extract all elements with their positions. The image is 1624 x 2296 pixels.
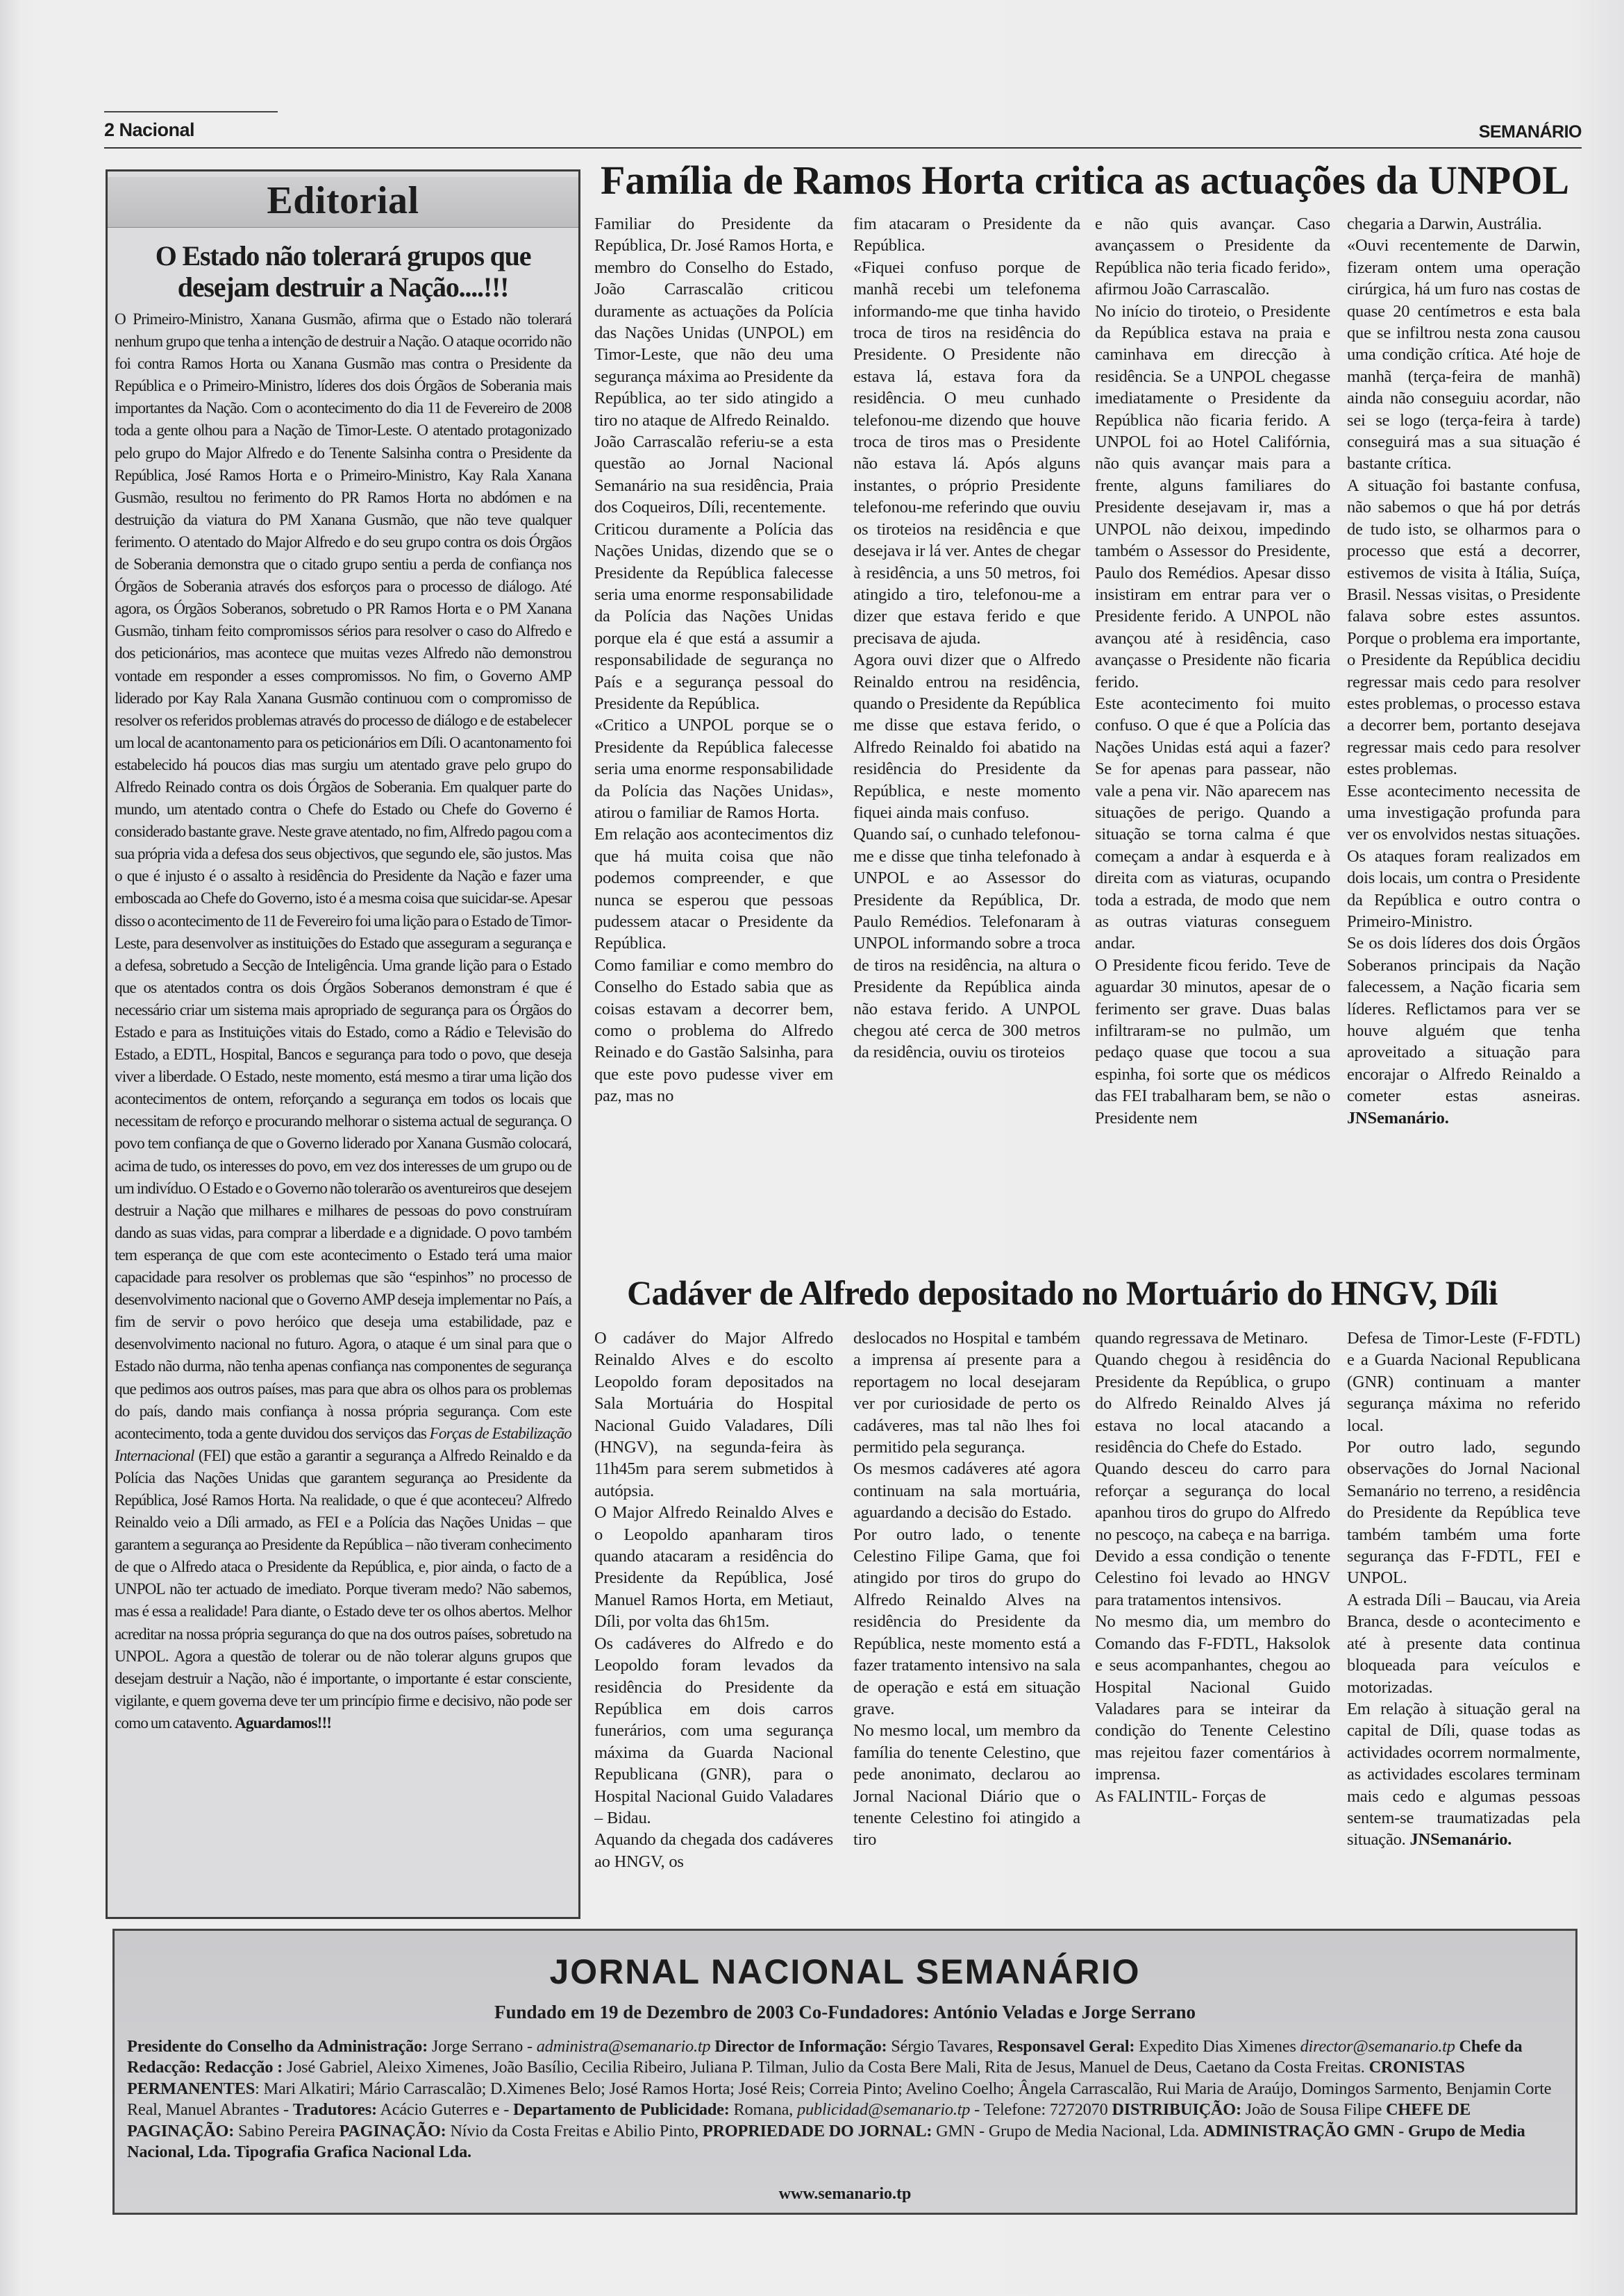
article-paragraph: «Critico a UNPOL porque se o Presidente da República falecesse seria uma enorme responsabilidade da Polícia das Nações Unidas», atirou o familiar de Ramos Horta. xyxy=(594,716,833,822)
credit-label: Redacção : xyxy=(201,2058,283,2077)
email-link[interactable]: director@semanario.tp xyxy=(1300,2037,1455,2056)
article2-column-4 xyxy=(1347,1327,1580,1925)
article-paragraph: Se os dois líderes dos dois Órgãos Soberanos principais da Nação falecessem, a Nação ficaria sem líderes. Reflictamos para ver se houve alguém que tenha aproveitado a situação para encorajar o Alfredo Reinaldo a cometer estas asneiras. JNSemanário. xyxy=(1347,934,1580,1128)
credit-label: CHEFE DE PAGINAÇÃO: xyxy=(127,2100,1471,2140)
credit-value: João de Sousa Filipe xyxy=(1241,2100,1387,2120)
credit-label: Tradutores: xyxy=(292,2100,377,2120)
editorial-signoff: Aguardamos!!! xyxy=(235,1713,332,1732)
article2-column-1 xyxy=(594,1327,833,1925)
article-paragraph: A estrada Díli – Baucau, via Areia Branca, desde o acontecimento e até à presente data continua bloqueada para veículos e motorizadas. xyxy=(1347,1590,1580,1697)
credit-value: : Mari Alkatiri; Mário Carrascalão; D.Ximenes Belo; José Ramos Horta; José Reis; Correia Pinto; Avelino Coelho; Ângela Carrascalão, Rui Maria de Araújo, Domingos Sarmento, Benjamin Corte Real, Manuel Abrantes - xyxy=(127,2079,1552,2120)
publication-name: SEMANÁRIO xyxy=(1478,122,1582,142)
article-paragraph: Como familiar e como membro do Conselho do Estado sabia que as coisas estavam a decorrer bem, como o problema do Alfredo Reinado e do Gastão Salsinha, para que este povo pudesse viver em paz, mas no xyxy=(594,955,833,1106)
credit-label: Director de Informação: xyxy=(710,2037,887,2056)
article2-column-3 xyxy=(1095,1327,1330,1925)
article-signoff: JNSemanário. xyxy=(1347,1108,1449,1128)
article1-headline: Família de Ramos Horta critica as actuações da UNPOL xyxy=(601,158,1570,203)
article-paragraph: No mesmo local, um membro da família do tenente Celestino, que pede anonimato, declarou ao Jornal Nacional Diário que o tenente Celestino foi atingido a tiro xyxy=(853,1721,1080,1850)
article1-column-2 xyxy=(853,213,1080,1268)
article2-column-2 xyxy=(853,1327,1080,1925)
section-label: 2 Nacional xyxy=(104,119,195,140)
credit-value: Jorge Serrano - xyxy=(427,2037,537,2056)
article-paragraph: O cadáver do Major Alfredo Reinaldo Alves e do escolto Leopoldo foram depositados na Sala Mortuária do Hospital Nacional Guido Valadares, Díli (HNGV), na segunda-feira às 11h45m para serem submetidos à autópsia. xyxy=(594,1329,833,1500)
website-link[interactable]: www.semanario.tp xyxy=(778,2185,912,2203)
article-paragraph: O Presidente ficou ferido. Teve de aguardar 30 minutos, apesar de o ferimento ser grave. Duas balas infiltraram-se no pulmão, um pedaço quase que tocou a sua espinha, foi sorte que os médicos das FEI trabalharam bem, se não o Presidente nem xyxy=(1095,955,1330,1128)
article-paragraph: Agora ouvi dizer que o Alfredo Reinaldo entrou na residência, quando o Presidente da República me disse que estava ferido, o Alfredo Reinaldo foi abatido na residência do Presidente da República, e neste momento fiquei ainda mais confuso. xyxy=(853,651,1080,822)
credit-label: PROPRIEDADE DO JORNAL: xyxy=(702,2121,932,2140)
article-paragraph: A situação foi bastante confusa, não sabemos o que há por detrás de tudo isto, se olharmos para o processo que está a decorrer, estivemos de visita à Itália, Suíça, Brasil. Nessas visitas, o Presidente falava sobre estes assuntos. Porque o problema era importante, o Presidente da República decidiu regressar mais cedo para resolver estes problemas, o processo estava a decorrer bem, portanto desejava regressar mais cedo para resolver estes problemas. xyxy=(1347,476,1580,779)
article-paragraph: Criticou duramente a Polícia das Nações Unidas, dizendo que se o Presidente da República falecesse seria uma enorme responsabilidade da Polícia das Nações Unidas porque ela é que está a assumir a responsabilidade de segurança no País e a segurança pessoal do Presidente da República. xyxy=(594,519,833,713)
credit-value: Acácio Guterres e - xyxy=(376,2100,514,2120)
credit-label: PAGINAÇÃO: xyxy=(339,2121,446,2140)
editorial-subtitle: O Estado não tolerará grupos que desejam destruir a Nação....!!! xyxy=(155,240,531,303)
credit-value: José Gabriel, Aleixo Ximenes, João Basílio, Cecilia Ribeiro, Juliana P. Tilman, Julio da Costa Bere Mali, Rita de Jesus, Manuel de Deus, Caetano da Costa Freitas. xyxy=(283,2058,1369,2077)
article-paragraph: Por outro lado, o tenente Celestino Filipe Gama, que foi atingido por tiros do grupo do Alfredo Reinaldo Alves na residência do Presidente da República, neste momento está a fazer tratamento intensivo na sala de operação e está em situação grave. xyxy=(853,1525,1080,1718)
credit-value: Sabino Pereira xyxy=(234,2121,340,2140)
email-link[interactable]: administra@semanario.tp xyxy=(536,2037,711,2056)
credit-value: Romana, xyxy=(729,2100,798,2120)
masthead-box xyxy=(112,1929,1577,2215)
credit-label: Presidente do Conselho da Administração: xyxy=(127,2037,428,2056)
article-paragraph: Por outro lado, segundo observações do Jornal Nacional Semanário no terreno, a residência do Presidente da República teve também também uma forte segurança das F-FDTL, FEI e UNPOL. xyxy=(1347,1438,1580,1588)
article2-headline: Cadáver de Alfredo depositado no Mortuário do HNGV, Díli xyxy=(627,1273,1498,1312)
article-paragraph: Este acontecimento foi muito confuso. O que é que a Polícia das Nações Unidas está aqui a fazer? Se for apenas para passear, não vale a pena vir. Não aparecem nas situações de perigo. Quando a situação se torna calma é que começam a andar à esquerda e à direita com as viaturas, ocupando toda a estrada, de modo que nem as outras viaturas conseguem andar. xyxy=(1095,694,1330,953)
article-paragraph: Defesa de Timor-Leste (F-FDTL) e a Guarda Nacional Republicana (GNR) continuam a manter segurança máxima no referido local. xyxy=(1347,1329,1580,1435)
credit-value: Nívio da Costa Freitas e Abilio Pinto, xyxy=(446,2121,703,2140)
article-paragraph: Os cadáveres do Alfredo e do Leopoldo foram levados da residência do Presidente da República em dois carros funerários, com uma segurança máxima da Guarda Nacional Republicana (GNR), para o Hospital Nacional Guido Valadares – Bidau. xyxy=(594,1634,833,1827)
article-paragraph: As FALINTIL- Forças de xyxy=(1095,1786,1266,1806)
editorial-text-cont: (FEI) que estão a garantir a segurança a Alfredo Reinaldo e da Polícia das Nações Unidas que garantem segurança ao Presidente da República, José Ramos Horta. Na realidade, o que é que aconteceu? Alfredo Reinaldo veio a Díli armado, as FEI e a Polícia das Nações Unidas – que garantem a segurança ao Presidente da República – não tiveram conhecimento de que o Alfredo ataca o Presidente da República, e, pior ainda, o facto de a UNPOL não ter actuado de imediato. Porque tiveram medo? Não sabemos, mas é essa a realidade! Para diante, o Estado deve ter os olhos abertos. Melhor acreditar na nossa própria segurança do que na dos outros países, sobretudo na UNPOL. Agora a questão de tolerar ou de não tolerar alguns grupos que desejam destruir a Nação, não é importante, o importante é estar consciente, vigilante, e quem governa deve ter um princípio firme e decisivo, não pode ser como um catavento. xyxy=(115,1446,571,1732)
article1-column-3 xyxy=(1095,213,1330,1268)
article-paragraph: Familiar do Presidente da República, Dr. José Ramos Horta, e membro do Conselho do Estado, João Carrascalão criticou duramente as actuações da Polícia das Nações Unidas (UNPOL) em Timor-Leste, que não deu uma segurança máxima ao Presidente da República, ao ter sido atingido a tiro no ataque de Alfredo Reinaldo. xyxy=(594,215,833,430)
article-paragraph: fim atacaram o Presidente da República. xyxy=(853,215,1080,255)
credit-label: DISTRIBUIÇÃO: xyxy=(1112,2100,1241,2120)
masthead-title: JORNAL NACIONAL SEMANÁRIO xyxy=(549,1952,1141,1991)
article-paragraph: Em relação à situação geral na capital de Díli, quase todas as actividades ocorrem normalmente, as actividades escolares terminam mais cedo e algumas pessoas sentem-se traumatizadas pela situação. JNSemanário. xyxy=(1347,1699,1580,1850)
article-paragraph: e não quis avançar. Caso avançassem o Presidente da República não teria ficado ferido», afirmou João Carrascalão. xyxy=(1095,215,1330,299)
email-link[interactable]: publicidad@semanario.tp xyxy=(797,2100,971,2120)
article-paragraph: deslocados no Hospital e também a imprensa aí presente para a reportagem no local desejaram ver por curiosidade de perto os cadáveres, mas tal não lhes foi permitido pela segurança. xyxy=(853,1329,1080,1457)
credit-label: Responsavel Geral: xyxy=(997,2037,1135,2056)
article-paragraph: Esse acontecimento necessita de uma investigação profunda para ver os envolvidos nestas situações. Os ataques foram realizados em dois locais, um contra o Presidente da República e outro contra o Primeiro-Ministro. xyxy=(1347,781,1580,931)
credit-value: Expedito Dias Ximenes xyxy=(1135,2037,1300,2056)
masthead-founded: Fundado em 19 de Dezembro de 2003 Co-Fundadores: António Veladas e Jorge Serrano xyxy=(494,2002,1196,2022)
article-signoff: JNSemanário. xyxy=(1409,1830,1512,1850)
article-paragraph: No início do tiroteio, o Presidente da República estava na praia e caminhava em direcção à residência. Se a UNPOL chegasse imediatamente o Presidente da República não ficaria ferido. A UNPOL foi ao Hotel Califórnia, não quis avançar mais para a frente, alguns familiares do Presidente desejavam ir, mas a UNPOL não deixou, impedindo também o Assessor do Presidente, Paulo dos Remédios. Apesar disso insistiram em entrar para ver o Presidente ferido. A UNPOL não avançou até à residência, caso avançasse o Presidente não ficaria ferido. xyxy=(1095,301,1330,692)
editorial-emphasis: Forças de Estabilização Internacional xyxy=(115,1424,571,1465)
editorial-title: Editorial xyxy=(108,177,578,228)
article-paragraph: João Carrascalão referiu-se a esta questão ao Jornal Nacional Semanário na sua residência, Praia dos Coqueiros, Díli, recentemente. xyxy=(594,433,833,517)
editorial-text: O Primeiro-Ministro, Xanana Gusmão, afirma que o Estado não tolerará nenhum grupo que tenha a intenção de destruir a Nação. O ataque ocorrido não foi contra Ramos Horta ou Xanana Gusmão mas contra o Presidente da República e o Primeiro-Ministro, líderes dos dois Órgãos de Soberania mais importantes da Nação. Com o acontecimento do dia 11 de Fevereiro de 2008 toda a gente olhou para a Nação de Timor-Leste. O atentado protagonizado pelo grupo do Major Alfredo e do Tenente Salsinha contra o Presidente da República, José Ramos Horta e o Primeiro-Ministro, Kay Rala Xanana Gusmão, resultou no ferimento do PR Ramos Horta no abdómen e na destruição da viatura do PM Xanana Gusmão, que não teve qualquer ferimento. O atentado do Major Alfredo e do seu grupo contra os dois Órgãos de Soberania demonstra que o citado grupo sentiu a perda de confiança nos Órgãos de Soberania através dos esforços para o processo de diálogo. Até agora, os Órgãos Soberanos, sobretudo o PR Ramos Horta e o PM Xanana Gusmão, tinham feito compromissos sérios para resolver o caso do Alfredo e dos peticionários, mas acontece que muitas vezes Alfredo não demonstrou vontade em responder a esses compromissos. No fim, o Governo AMP liderado por Kay Rala Xanana Gusmão continuou com o compromisso de resolver os referidos problemas através do processo de diálogo e de estabelecer um local de acantonamento para os peticionários em Díli. O acantonamento foi estabelecido há poucos dias mas surgiu um atentado grave pelo grupo do Alfredo Reinado contra os dois Órgãos de Soberania. Em qualquer parte do mundo, um atentado contra o Chefe do Estado ou Chefe do Governo é considerado bastante grave. Neste grave atentado, no fim, Alfredo pagou com a sua própria vida a defesa dos seus objectivos, que segundo ele, são justos. Mas o que é injusto é o assalto à residência do Presidente da Nação e fazer uma emboscada ao Chefe do Governo, isto é a mesma coisa que suicidar-se. Apesar disso o acontecimento de 11 de Fevereiro foi uma lição para o Estado de Timor-Leste, para desenvolver as instituições do Estado que asseguram a segurança e a defesa, sobretudo a Secção de Inteligência. Uma grande lição para o Estado que os atentados contra os dois Órgãos Soberanos demonstram é que é necessário criar um sistema mais apropriado de segurança para os Órgãos do Estado e para as Instituições vitais do Estado, como a Rádio e Televisão do Estado, a EDTL, Hospital, Bancos e segurança para todo o povo, que deseja viver a liberdade. O Estado, neste momento, está mesmo a tirar uma lição dos acontecimentos de ontem, reforçando a segurança em todos os locais que necessitam de reforço e procurando melhorar o sistema actual de segurança. O povo tem confiança de que o Governo liderado por Xanana Gusmão colocará, acima de tudo, os interesses do povo, em vez dos interesses de um grupo ou de um indivíduo. O Estado e o Governo não tolerarão os aventureiros que desejem destruir a Nação que milhares e milhares de pessoas do povo construíram dando as suas vidas, para comprar a liberdade e a dignidade. O povo também tem esperança de que com este acontecimento o Estado terá uma maior capacidade para resolver os problemas que são “espinhos” no processo de desenvolvimento nacional que o Governo AMP deseja implementar no País, a fim de servir o povo heróico que deseja uma estabilidade, paz e desenvolvimento nacional no futuro. Agora, o ataque é um sinal para que o Estado não durma, não tenha apenas confiança nas componentes de segurança que pedimos aos outros países, mas para que abra os olhos para os problemas do país, dando mais confiança à nossa própria segurança. Com este acontecimento, toda a gente duvidou dos serviços das xyxy=(115,310,571,1443)
article-paragraph: Quando saí, o cunhado telefonou-me e disse que tinha telefonado à UNPOL e ao Assessor do Presidente da República, Dr. Paulo Remédios. Telefonaram à UNPOL informando sobre a troca de tiros na residência, na altura o Presidente da República ainda não estava ferido. A UNPOL chegou até cerca de 300 metros da residência, ouviu os tiroteios xyxy=(853,825,1080,1062)
credit-value: - Telefone: 7272070 xyxy=(970,2100,1112,2120)
editorial-box xyxy=(106,169,580,1919)
article1-column-1 xyxy=(594,213,833,1268)
credit-label: ADMINISTRAÇÃO GMN - Grupo de Media Nacional, Lda. Tipografia Grafica Nacional Lda. xyxy=(127,2121,1525,2162)
article-paragraph: chegaria a Darwin, Austrália. xyxy=(1347,215,1542,233)
article-paragraph: No mesmo dia, um membro do Comando das F-FDTL, Haksolok e seus acompanhantes, chegou ao Hospital Nacional Guido Valadares para se inteirar da condição do Tenente Celestino mas rejeitou fazer comentários à imprensa. xyxy=(1095,1612,1330,1784)
header-rule xyxy=(104,111,278,112)
article-paragraph: Os mesmos cadáveres até agora continuam na sala mortuária, aguardando a decisão do Estado. xyxy=(853,1459,1080,1523)
article-paragraph: Em relação aos acontecimentos diz que há muita coisa que não podemos compreender, e que nunca se esperou que pessoas pudessem atacar o Presidente da República. xyxy=(594,825,833,953)
credit-value: Sérgio Tavares, xyxy=(887,2037,998,2056)
editorial-body xyxy=(108,308,578,1734)
article1-column-4 xyxy=(1347,213,1580,1268)
page-header xyxy=(104,104,1582,149)
credit-label: Departamento de Publicidade: xyxy=(513,2100,730,2120)
article-paragraph: «Ouvi recentemente de Darwin, fizeram ontem uma operação cirúrgica, há um furo nas costas de quase 20 centímetros e esta bala que se infiltrou nesta zona causou uma condição crítica. Até hoje de manhã (terça-feira de manhã) ainda não conseguiu acordar, não sei se logo (terça-feira à tarde) conseguirá mas a sua situação é bastante crítica. xyxy=(1347,236,1580,474)
article-paragraph: quando regressava de Metinaro. xyxy=(1095,1329,1308,1348)
credit-label: CRONISTAS PERMANENTES xyxy=(127,2058,1465,2098)
article-paragraph: Quando chegou à residência do Presidente da República, o grupo do Alfredo Reinaldo Alves já estava no local atacando a residência do Chefe do Estado. xyxy=(1095,1350,1330,1457)
article-paragraph: Aquando da chegada dos cadáveres ao HNGV, os xyxy=(594,1830,833,1871)
credit-label: Chefe da Redacção: xyxy=(127,2037,1523,2077)
masthead-credits xyxy=(127,2036,1562,2163)
article-paragraph: O Major Alfredo Reinaldo Alves e o Leopoldo apanharam tiros quando atacaram a residência do Presidente da República, José Manuel Ramos Horta, em Metiaut, Díli, por volta das 6h15m. xyxy=(594,1503,833,1632)
article-paragraph: «Fiquei confuso porque de manhã recebi um telefonema informando-me que tinha havido troca de tiros na residência do Presidente. O Presidente não estava lá, estava fora da residência. O meu cunhado telefonou-me dizendo que houve troca de tiros mas o Presidente não estava lá. Após alguns instantes, o próprio Presidente telefonou-me referindo que ouviu os tiroteios na residência e que desejava ir lá ver. Antes de chegar à residência, a uns 50 metros, foi atingido a tiro, telefonou-me a dizer que estava ferido e que precisava de ajuda. xyxy=(853,258,1080,648)
credit-value: GMN - Grupo de Media Nacional, Lda. xyxy=(932,2121,1203,2140)
article-paragraph: Quando desceu do carro para reforçar a segurança do local apanhou tiros do grupo do Alfredo no pescoço, na cabeça e na barriga. Devido a essa condição o tenente Celestino foi levado ao HNGV para tratamentos intensivos. xyxy=(1095,1459,1330,1609)
